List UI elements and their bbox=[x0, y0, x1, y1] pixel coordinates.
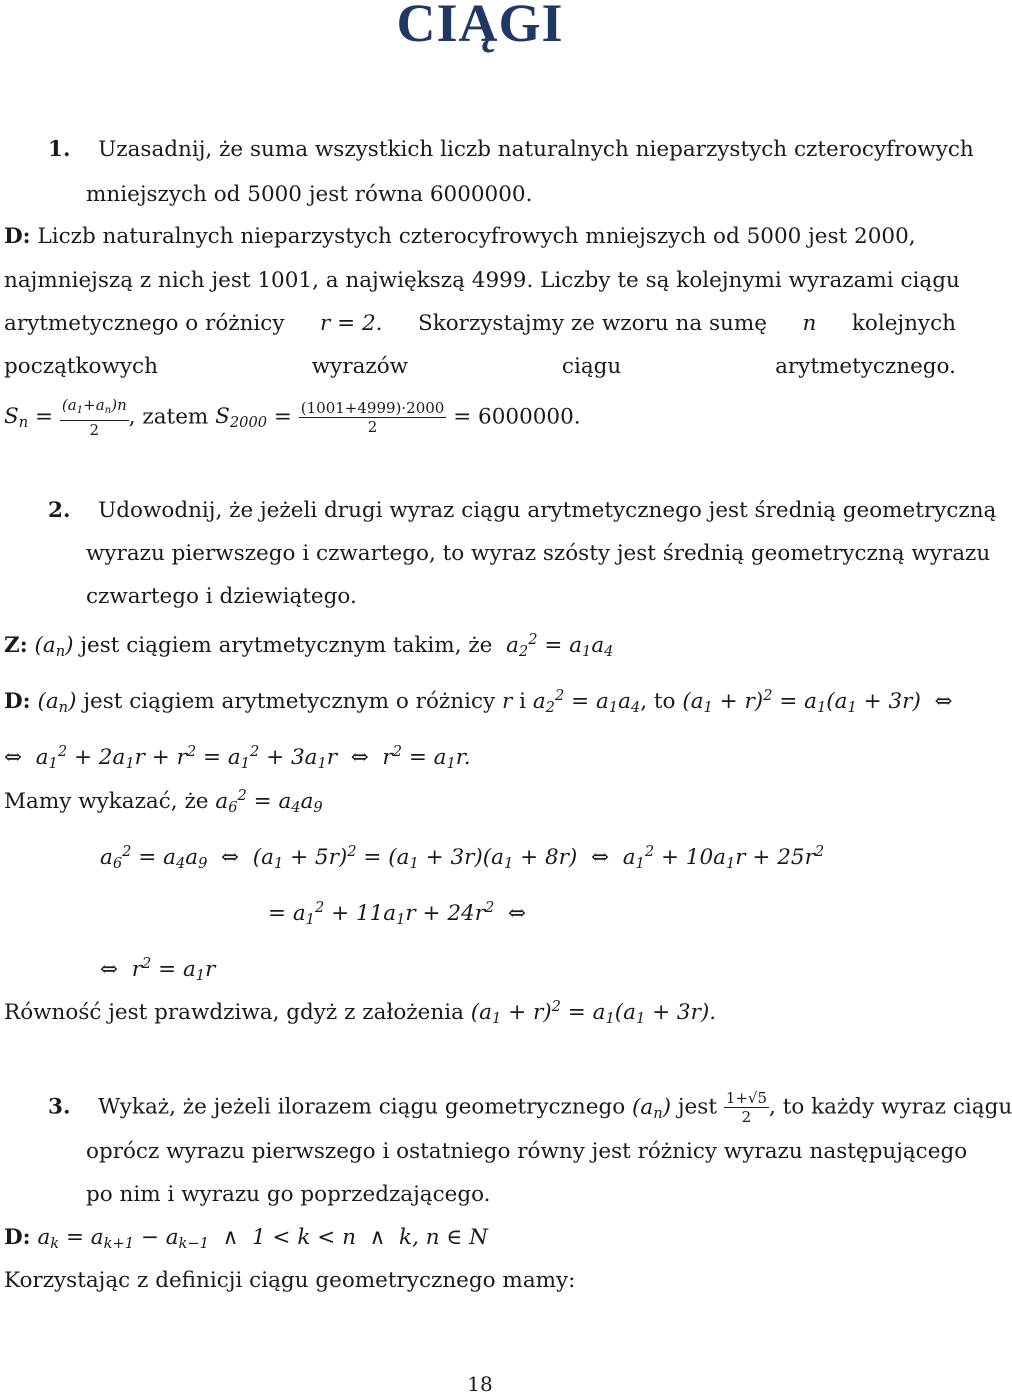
math-r-equals-2: r = 2. bbox=[320, 311, 383, 336]
task1-proof-line2: najmniejszą z nich jest 1001, a największą 4999. Liczby te są kolejnymi wyrazami ciągu bbox=[4, 268, 960, 293]
proof-text: kolejnych bbox=[851, 311, 956, 336]
task2-conclusion: Równość jest prawdziwa, gdyż z założenia $(a_1 + r)^2 = a_1(a_1 + 3r)$. bbox=[4, 998, 717, 1028]
task3-proof-line2: Korzystając z definicji ciągu geometrycznego mamy: bbox=[4, 1268, 576, 1293]
task2-assumption: Z: $(a_n)$ jest ciągiem arytmetycznym takim, że $a_2^2 = a_1a_4$ bbox=[4, 631, 614, 661]
math-n: n bbox=[802, 311, 817, 336]
fraction-sn: $\frac{(a_1+a_n)n}{2}$ bbox=[61, 396, 127, 439]
task2-statement-line1: 2. Udowodnij, że jeżeli drugi wyraz ciągu arytmetycznego jest średnią geometryczną bbox=[48, 498, 997, 523]
task1-proof-line3 bbox=[4, 310, 956, 338]
proof-text: arytmetycznego o różnicy bbox=[4, 311, 285, 336]
proof-label: D: bbox=[4, 224, 31, 249]
task3-number: 3. bbox=[48, 1094, 71, 1120]
task1-statement-line1 bbox=[48, 136, 974, 164]
task2-goal: Mamy wykazać, że $a_6^2 = a_4a_9$ bbox=[4, 787, 323, 817]
task1-proof-line1 bbox=[4, 223, 916, 251]
task2-proof-line2: ⇔ $a_1^2 + 2a_1r + r^2 = a_1^2 + 3a_1r$ ⇔ $r^2 = a_1r$. bbox=[4, 743, 471, 773]
task2-proof-line1: D: $(a_n)$ jest ciągiem arytmetycznym o różnicy r i $a_2^2 = a_1a_4$, to $(a_1 + r)^2 = a_1(a_1 + 3r)$ ⇔ bbox=[4, 687, 953, 717]
task2-equation-3: ⇔ $r^2 = a_1r$ bbox=[100, 955, 216, 985]
fraction-golden-ratio: $\frac{1+√5}{2}$ bbox=[725, 1089, 768, 1126]
task2-statement-line3: czwartego i dziewiątego. bbox=[86, 584, 357, 609]
task2-equation-2: = $a_1^2 + 11a_1r + 24r^2$ ⇔ bbox=[268, 899, 527, 929]
task3-statement-line1: 3. Wykaż, że jeżeli ilorazem ciągu geometrycznego $(a_n)$ jest $\frac{1+√5}{2}$ , to każdy wyraz ciągu bbox=[48, 1089, 1012, 1126]
task2-equation-1: $a_6^2 = a_4a_9$ ⇔ $(a_1 + 5r)^2 = (a_1 + 3r)(a_1 + 8r)$ ⇔ $a_1^2 + 10a_1r + 25r^2$ bbox=[100, 843, 825, 873]
task3-proof-line1: D: $a_k = a_{k+1} - a_{k-1}$ ∧ 1 < k < n ∧ k, n ∈ N bbox=[4, 1225, 488, 1253]
proof-text: Skorzystajmy ze wzoru na sumę bbox=[417, 311, 767, 336]
task3-statement-line2: oprócz wyrazu pierwszego i ostatniego równy jest różnicy wyrazu następującego bbox=[86, 1139, 968, 1164]
sum-formula: $S_n$ = $\frac{(a_1+a_n)n}{2}$ , zatem $S_{2000}$ = $\frac{(1001+4999)\cdot 2000}{2}$ = 6000000. bbox=[4, 396, 581, 439]
page-title: CIĄGI bbox=[396, 0, 564, 53]
task1-number: 1. bbox=[48, 137, 71, 162]
task1-text-line1: Uzasadnij, że suma wszystkich liczb naturalnych nieparzystych czterocyfrowych bbox=[98, 137, 974, 162]
page-number: 18 bbox=[467, 1372, 493, 1396]
proof-text: Liczb naturalnych nieparzystych czterocyfrowych mniejszych od 5000 jest 2000, bbox=[37, 224, 916, 249]
task1-statement-line2: mniejszych od 5000 jest równa 6000000. bbox=[86, 182, 533, 207]
task2-number: 2. bbox=[48, 498, 71, 523]
task2-statement-line2: wyrazu pierwszego i czwartego, to wyraz szósty jest średnią geometryczną wyrazu bbox=[86, 541, 991, 566]
task3-statement-line3: po nim i wyrazu go poprzedzającego. bbox=[86, 1182, 491, 1207]
fraction-s2000: $\frac{(1001+4999)\cdot 2000}{2}$ bbox=[300, 398, 445, 436]
task1-proof-line4: początkowych wyrazów ciągu arytmetycznego. bbox=[4, 354, 956, 379]
